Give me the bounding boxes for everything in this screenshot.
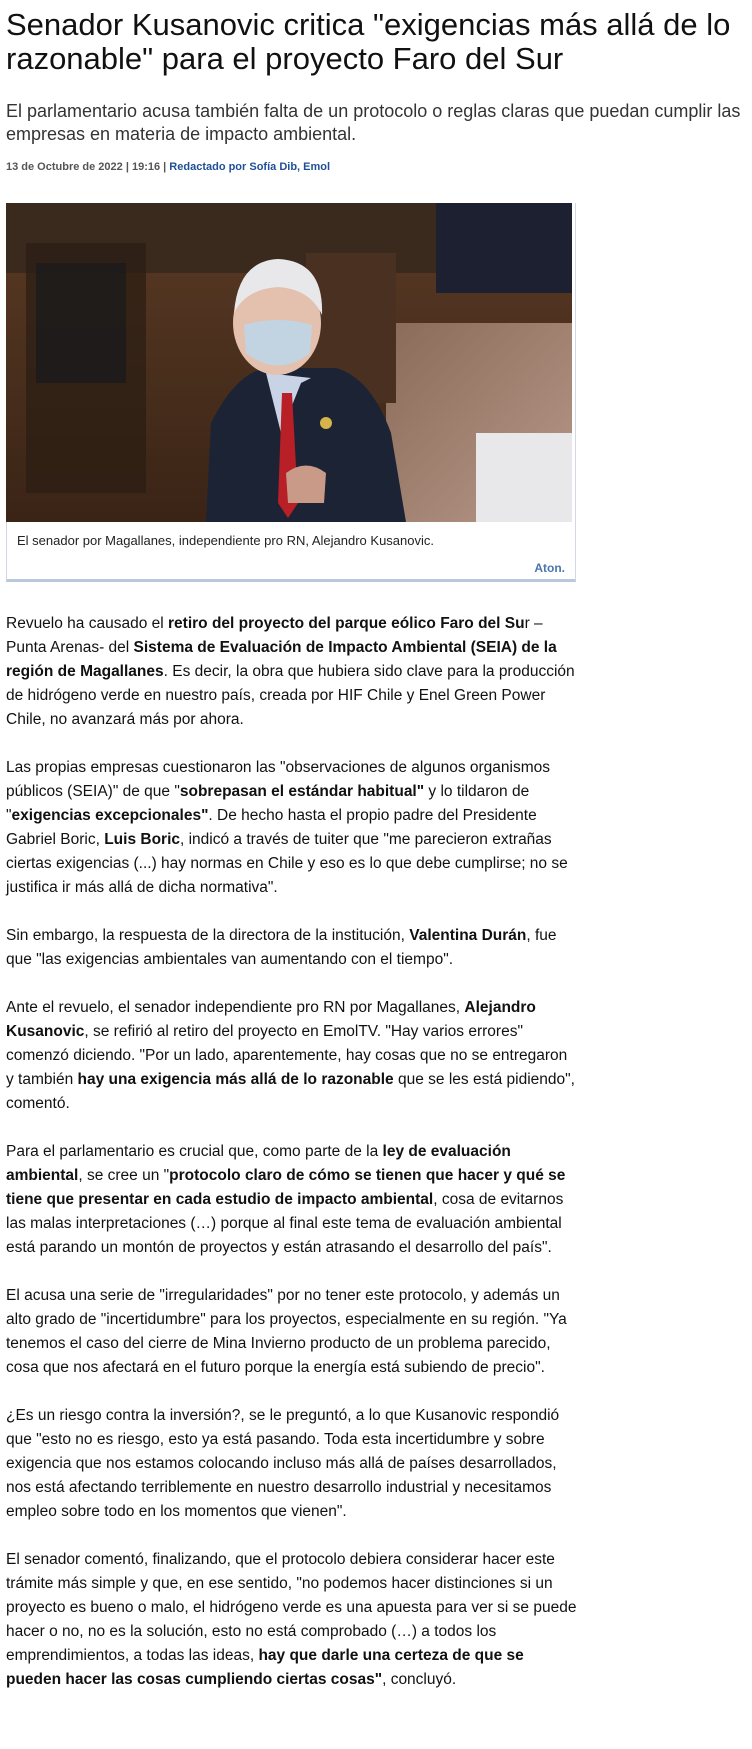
- paragraph-emphasis: hay una exigencia más allá de lo razonable: [77, 1071, 394, 1088]
- paragraph-text: Revuelo ha causado el: [6, 615, 169, 632]
- paragraph-text: Sin embargo, la respuesta de la directora de la institución,: [6, 927, 410, 944]
- article-meta: [6, 161, 330, 173]
- paragraph-emphasis: Sistema de Evaluación de Impacto Ambiental (SEIA) de la región de Magallanes: [6, 639, 557, 680]
- article-paragraph: [6, 996, 578, 1116]
- paragraph-text: y lo tildaron de ": [6, 783, 530, 824]
- article-figure: [6, 203, 576, 582]
- paragraph-emphasis: Valentina Durán: [409, 927, 527, 944]
- paragraph-text: Para el parlamentario es crucial que, como parte de la: [6, 1143, 383, 1160]
- paragraph-text: que se les está pidiendo", comentó.: [6, 1071, 575, 1112]
- paragraph-emphasis: Alejandro Kusanovic: [6, 999, 536, 1040]
- paragraph-emphasis: ley de evaluación ambiental: [6, 1143, 511, 1184]
- article-paragraph: [6, 1404, 578, 1524]
- paragraph-text: Ante el revuelo, el senador independiente pro RN por Magallanes,: [6, 999, 465, 1016]
- article-date: 13 de Octubre de 2022 | 19:16 |: [6, 161, 170, 173]
- article-title: Senador Kusanovic critica "exigencias más allá de lo razonable" para el proyecto Faro del Sur: [6, 7, 731, 76]
- paragraph-text: , fue que "las exigencias ambientales van aumentando con el tiempo".: [6, 927, 557, 968]
- figure-caption: El senador por Magallanes, independiente pro RN, Alejandro Kusanovic.: [17, 533, 434, 548]
- article-paragraph: [6, 612, 578, 732]
- article-subtitle: El parlamentario acusa también falta de un protocolo o reglas claras que puedan cumplir las empresas en materia de impacto ambiental.: [6, 101, 741, 144]
- paragraph-text: El senador comentó, finalizando, que el protocolo debiera considerar hacer este trámite más simple y que, en ese sentido, "no podemos hacer distinciones si un proyecto es bueno o malo, el hidrógeno verde es una apuesta para ver si se puede hacer o no, no es la solución, esto no está comprobado (…) a todos los emprendimientos, a todas las ideas,: [6, 1551, 577, 1664]
- senator-photo: [6, 203, 572, 522]
- article-paragraph: [6, 1284, 578, 1380]
- article-author-link[interactable]: Redactado por Sofía Dib, Emol: [169, 161, 331, 173]
- paragraph-emphasis: sobrepasan el estándar habitual": [179, 783, 425, 800]
- article-paragraph: [6, 1548, 578, 1692]
- paragraph-text: , concluyó.: [382, 1671, 457, 1688]
- photo-credit: Aton.: [534, 561, 565, 575]
- paragraph-text: . Es decir, la obra que hubiera sido clave para la producción de hidrógeno verde en nuestro país, creada por HIF Chile y Enel Green Power Chile, no avanzará más por ahora.: [6, 663, 575, 728]
- paragraph-text: , indicó a través de tuiter que "me parecieron extrañas ciertas exigencias (...) hay normas en Chile y eso es lo que debe cumplirse; no se justifica ir más allá de dicha normativa".: [6, 831, 568, 896]
- paragraph-emphasis: hay que darle una certeza de que se pueden hacer las cosas cumpliendo ciertas cosas": [6, 1647, 524, 1688]
- paragraph-text: ¿Es un riesgo contra la inversión?, se le preguntó, a lo que Kusanovic respondió que "esto no es riesgo, esto ya está pasando. Toda esta incertidumbre y sobre exigencia que nos estamos colocando incluso más allá de países desarrollados, nos está afectando terriblemente en nuestro desarrollo industrial y necesitamos empleo sobre todo en los momentos que vienen".: [6, 1407, 560, 1520]
- article-paragraph: [6, 1140, 578, 1260]
- paragraph-text: r –Punta Arenas- del: [6, 615, 543, 656]
- paragraph-text: , cosa de evitarnos las malas interpretaciones (…) porque al final este tema de evaluación ambiental está parando un montón de proyectos y están atrasando el desarrollo del país".: [6, 1191, 564, 1256]
- paragraph-emphasis: Luis Boric: [104, 831, 180, 848]
- paragraph-text: , se refirió al retiro del proyecto en EmolTV. "Hay varios errores" comenzó diciendo. "Por un lado, aparentemente, hay cosas que no se entregaron y también: [6, 1023, 568, 1088]
- article-paragraph: [6, 924, 578, 972]
- paragraph-emphasis: exigencias excepcionales": [11, 807, 209, 824]
- paragraph-emphasis: retiro del proyecto del parque eólico Faro del Su: [168, 615, 525, 632]
- paragraph-text: , se cree un ": [78, 1167, 170, 1184]
- paragraph-text: El acusa una serie de "irregularidades" por no tener este protocolo, y además un alto grado de "incertidumbre" para los proyectos, especialmente en su región. "Ya tenemos el caso del cierre de Mina Invierno producto de un problema parecido, cosa que nos afectará en el futuro porque la energía está subiendo de precio".: [6, 1287, 567, 1376]
- paragraph-text: . De hecho hasta el propio padre del Presidente Gabriel Boric,: [6, 807, 537, 848]
- article-paragraph: [6, 756, 578, 900]
- paragraph-text: Las propias empresas cuestionaron las "observaciones de algunos organismos públicos (SEIA)" de que ": [6, 759, 551, 800]
- paragraph-emphasis: protocolo claro de cómo se tienen que hacer y qué se tiene que presentar en cada estudio de impacto ambiental: [6, 1167, 566, 1208]
- article-body: [6, 612, 578, 1716]
